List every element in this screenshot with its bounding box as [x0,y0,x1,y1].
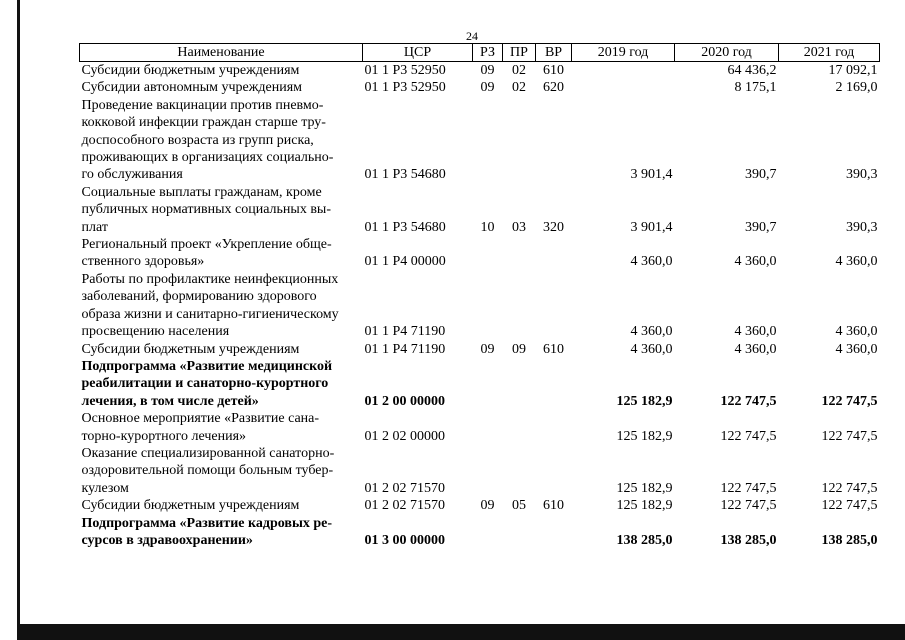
row-value-2019: 125 182,9 [616,428,673,444]
row-pr-code [503,236,536,271]
row-csr-code: 01 1 P4 00000 [364,254,446,270]
row-value-2019: 125 182,9 [616,480,673,496]
row-value-2021: 2 169,0 [835,80,878,96]
row-value-2021: 122 747,5 [821,480,878,496]
header-csr: ЦСР [363,44,473,62]
row-value-2020: 122 747,5 [720,498,777,514]
row-rz-code [473,271,503,341]
table-row [80,97,880,184]
row-csr-code: 01 1 P4 71190 [364,341,446,357]
row-value-2020: 8 175,1 [734,80,777,96]
row-name: Подпрограмма «Развитие кадровых ре- сурсов в здравоохранении» [81,515,333,548]
row-pr-code: 09 [512,341,526,357]
row-value-2020: 122 747,5 [720,480,777,496]
row-vr-code [536,97,572,184]
table-row [80,271,880,341]
table-row [80,236,880,271]
row-vr-code: 610 [543,498,564,514]
row-value-2021: 390,3 [846,219,878,235]
header-pr: ПР [503,44,536,62]
row-vr-code [536,515,572,550]
row-value-2021: 17 092,1 [828,63,878,78]
row-pr-code: 03 [512,219,526,235]
row-vr-code: 320 [543,219,564,235]
row-csr-code: 01 2 02 71570 [364,498,445,514]
table-row [80,184,880,236]
table-row [80,410,880,445]
table-row [80,341,880,358]
row-value-2021: 4 360,0 [835,341,878,357]
row-vr-code [536,236,572,271]
row-csr-code: 01 1 P4 71190 [364,324,446,340]
row-rz-code: 09 [480,80,495,96]
row-value-2021: 390,3 [846,167,878,183]
row-rz-code [473,515,503,550]
row-value-2019: 125 182,9 [616,393,673,409]
row-csr-code: 01 2 02 00000 [364,428,445,444]
row-rz-code [473,358,503,410]
row-pr-code [503,445,536,497]
row-name: Основное мероприятие «Развитие сана- торно-курортного лечения» [81,411,320,444]
row-value-2020: 4 360,0 [734,341,777,357]
row-vr-code [536,445,572,497]
row-value-2021: 138 285,0 [821,532,878,548]
table-row [80,445,880,497]
header-name: Наименование [80,44,363,62]
row-name: Субсидии бюджетным учреждениям [81,341,300,357]
row-value-2021: 122 747,5 [821,428,878,444]
row-vr-code [536,358,572,410]
row-pr-code: 02 [512,80,526,96]
row-name: Субсидии автономным учреждениям [81,80,303,96]
row-name: Работы по профилактике неинфекционных заболеваний, формированию здорового образа жизни и санитарно-гигиеническому просвещению населения [81,271,339,340]
row-value-2019: 3 901,4 [630,219,673,235]
row-value-2020: 4 360,0 [734,324,777,340]
row-csr-code: 01 1 P3 54680 [364,167,446,183]
row-value-2021: 122 747,5 [821,498,878,514]
row-csr-code: 01 3 00 00000 [364,532,445,548]
row-rz-code: 10 [480,219,495,235]
row-value-2019: 3 901,4 [630,167,673,183]
budget-table [79,43,880,549]
row-value-2020: 122 747,5 [720,393,777,409]
row-value-2020: 122 747,5 [720,428,777,444]
row-vr-code: 620 [543,80,564,96]
row-value-2021: 4 360,0 [835,324,878,340]
row-name: Субсидии бюджетным учреждениям [81,498,300,514]
row-pr-code: 05 [512,498,526,514]
row-name: Социальные выплаты гражданам, кроме публичных нормативных социальных вы- плат [81,184,331,235]
row-vr-code [536,410,572,445]
row-pr-code [503,410,536,445]
row-value-2020: 64 436,2 [727,63,777,78]
row-pr-code: 02 [512,63,526,78]
row-value-2019: 138 285,0 [616,532,673,548]
row-name: Оказание специализированной санаторно- оздоровительной помощи больным тубер- кулезом [81,445,335,496]
table-row [80,515,880,550]
row-value-2020: 4 360,0 [734,254,777,270]
table-body [80,62,880,550]
row-rz-code: 09 [480,63,495,78]
header-vr: ВР [536,44,572,62]
row-value-2019: 4 360,0 [630,254,673,270]
row-vr-code: 610 [543,63,564,78]
row-rz-code [473,236,503,271]
header-2021: 2021 год [779,44,880,62]
row-rz-code: 09 [480,341,495,357]
row-value-2021: 122 747,5 [821,393,878,409]
row-vr-code [536,271,572,341]
header-2019: 2019 год [572,44,675,62]
row-rz-code [473,97,503,184]
table-row [80,358,880,410]
row-csr-code: 01 1 P3 54680 [364,219,446,235]
row-value-2019: 125 182,9 [616,498,673,514]
row-pr-code [503,97,536,184]
row-pr-code [503,358,536,410]
scan-bottom-border [17,624,905,640]
row-pr-code [503,271,536,341]
row-rz-code: 09 [480,498,495,514]
row-name: Региональный проект «Укрепление обще- ственного здоровья» [81,237,332,270]
row-name: Субсидии бюджетным учреждениям [81,63,300,78]
scan-left-border [17,0,20,640]
header-2020: 2020 год [675,44,779,62]
row-csr-code: 01 1 P3 52950 [364,80,446,96]
page-number: 24 [466,29,478,43]
row-value-2021: 4 360,0 [835,254,878,270]
table-row [80,79,880,96]
row-value-2019 [572,62,675,80]
row-value-2019 [572,79,675,96]
table-header-row [80,44,880,62]
row-value-2020: 138 285,0 [720,532,777,548]
row-rz-code [473,410,503,445]
table-row [80,62,880,80]
row-value-2019: 4 360,0 [630,324,673,340]
header-rz: РЗ [473,44,503,62]
row-value-2019: 4 360,0 [630,341,673,357]
table-row [80,497,880,514]
row-name: Подпрограмма «Развитие медицинской реабилитации и санаторно-курортного лечения, в том числе детей» [81,358,333,409]
row-value-2020: 390,7 [745,219,777,235]
row-value-2020: 390,7 [745,167,777,183]
row-csr-code: 01 2 02 71570 [364,480,445,496]
row-csr-code: 01 2 00 00000 [364,393,445,409]
row-rz-code [473,445,503,497]
row-pr-code [503,515,536,550]
row-csr-code: 01 1 P3 52950 [364,63,446,78]
row-vr-code: 610 [543,341,564,357]
row-name: Проведение вакцинации против пневмо- кокковой инфекции граждан старше тру- доспособного возраста из групп риска, проживающих в организациях социально- го обслуживания [81,97,334,183]
